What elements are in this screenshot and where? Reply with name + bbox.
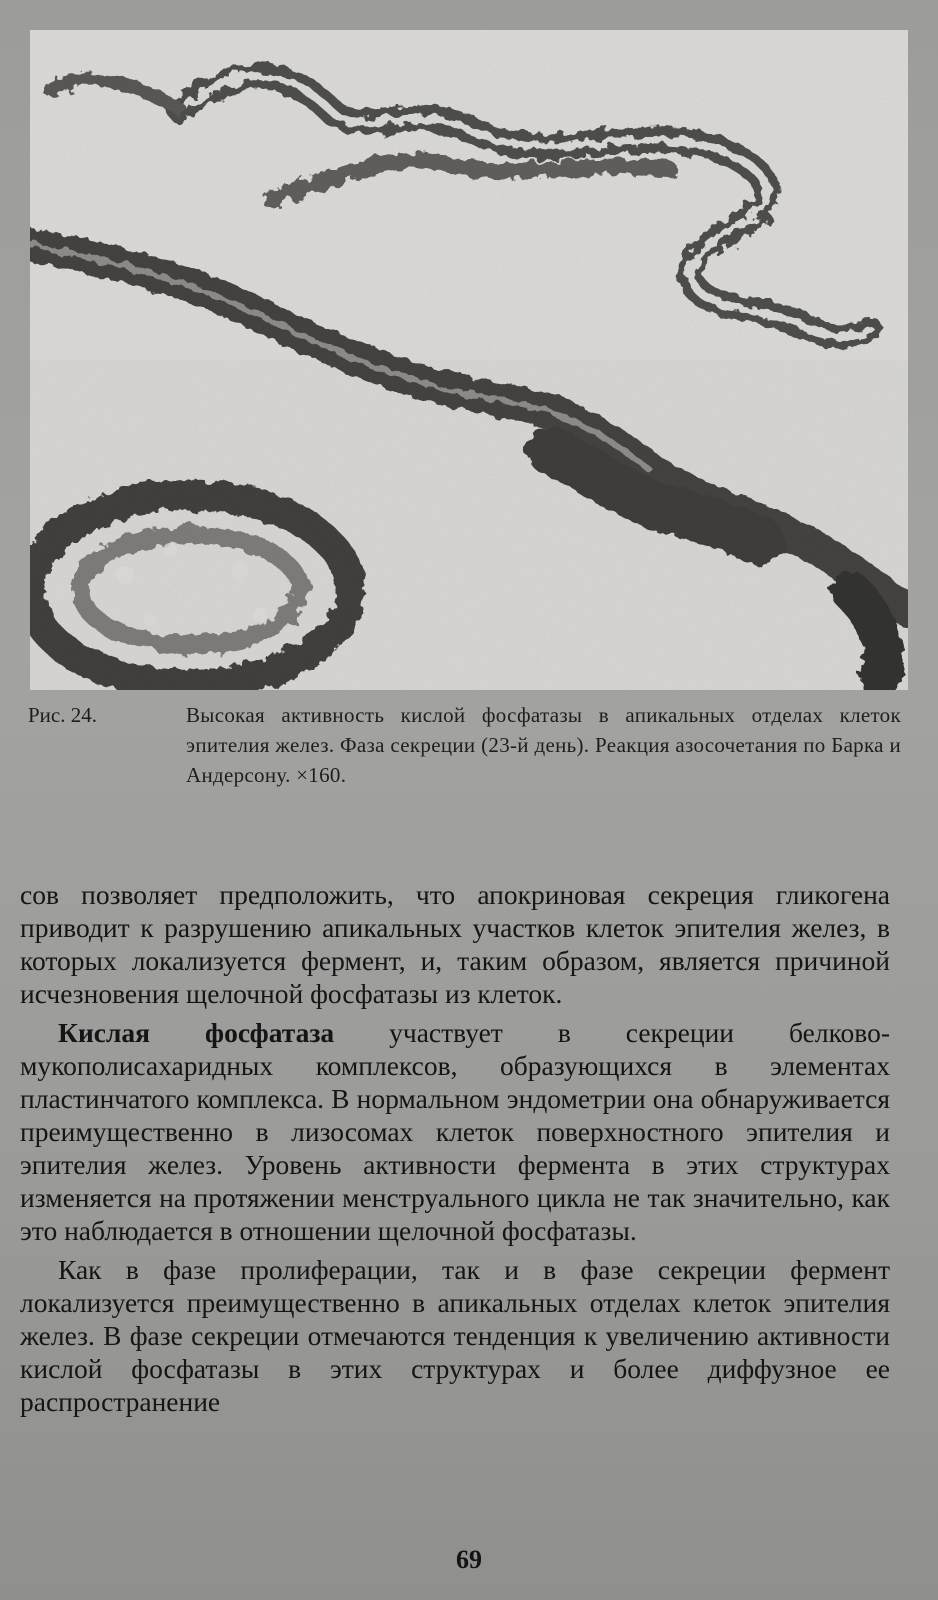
micrograph-figure — [30, 30, 908, 690]
paragraph-2-text: участвует в секреции белково-мукополисахаридных комплексов, образующихся в элементах пластинчатого комплекса. В нормальном эндометрии она обнаруживается преимущественно в лизосомах клеток поверхностного эпителия и эпителия желез. Уровень активности фермента в этих структурах изменяется на протяжении менструального цикла не так значительно, как это наблюдается в отношении щелочной фосфатазы. — [20, 1017, 890, 1246]
paragraph-3: Как в фазе пролиферации, так и в фазе секреции фермент локализуется преимущественно в апикальных отделах клеток эпителия желез. В фазе секреции отмечаются тенденция к увеличению активности кислой фосфатазы в этих структурах и более диффузное ее распространение — [20, 1254, 890, 1417]
term-acid-phosphatase: Кислая фосфатаза — [58, 1017, 335, 1048]
micrograph-image — [30, 30, 908, 690]
paragraph-1: сов позволяет предположить, что апокриновая секреция гликогена приводит к разрушению апикальных участков клеток эпителия желез, в которых локализуется фермент, и, таким образом, является причиной исчезновения щелочной фосфатазы из клеток. — [20, 879, 890, 1009]
body-text — [20, 878, 890, 1424]
figure-label: Рис. 24. — [28, 703, 97, 727]
paragraph-2 — [20, 1016, 890, 1247]
page-number: 69 — [456, 1545, 482, 1574]
figure-caption-text: Высокая активность кислой фосфатазы в апикальных отделах клеток эпителия желез. Фаза секреции (23-й день). Реакция азосочетания по Барка и Андерсону. ×160. — [186, 703, 901, 787]
